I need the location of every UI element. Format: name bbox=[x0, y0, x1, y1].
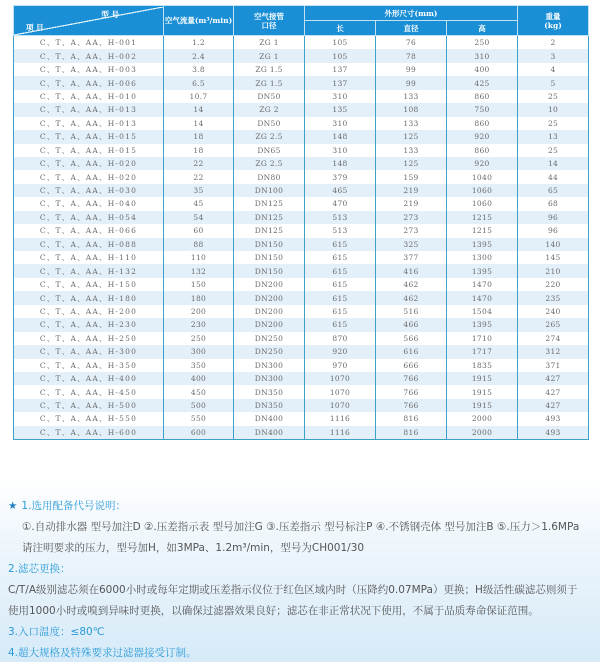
cell-weight: 235 bbox=[518, 291, 589, 304]
cell-length: 615 bbox=[305, 251, 376, 264]
cell-model: C、T、A、AA、H-010 bbox=[14, 90, 164, 103]
cell-flow: 54 bbox=[164, 211, 234, 224]
table-row bbox=[14, 345, 589, 358]
cell-diameter: 616 bbox=[376, 345, 447, 358]
cell-diameter: 273 bbox=[376, 211, 447, 224]
table-row bbox=[14, 197, 589, 210]
cell-model: C、T、A、AA、H-110 bbox=[14, 251, 164, 264]
table-row bbox=[14, 90, 589, 103]
cell-model: C、T、A、AA、H-015 bbox=[14, 144, 164, 157]
header-port-line2: 口径 bbox=[261, 20, 277, 30]
cell-height: 1215 bbox=[447, 211, 518, 224]
cell-length: 310 bbox=[305, 117, 376, 130]
cell-height: 860 bbox=[447, 117, 518, 130]
header-model-label: 型 号 bbox=[101, 9, 119, 19]
cell-length: 137 bbox=[305, 76, 376, 89]
cell-height: 920 bbox=[447, 130, 518, 143]
cell-model: C、T、A、AA、H-054 bbox=[14, 211, 164, 224]
cell-length: 135 bbox=[305, 103, 376, 116]
cell-height: 250 bbox=[447, 36, 518, 50]
cell-weight: 25 bbox=[518, 90, 589, 103]
cell-flow: 180 bbox=[164, 291, 234, 304]
note-4: 4.超大规格及特殊要求过滤器接受订制。 bbox=[8, 647, 197, 659]
table-row bbox=[14, 426, 589, 440]
cell-length: 379 bbox=[305, 170, 376, 183]
cell-model: C、T、A、AA、H-002 bbox=[14, 49, 164, 62]
cell-diameter: 466 bbox=[376, 318, 447, 331]
cell-length: 470 bbox=[305, 197, 376, 210]
cell-port: ZG 1.5 bbox=[234, 63, 305, 76]
cell-height: 310 bbox=[447, 49, 518, 62]
cell-model: C、T、A、AA、H-550 bbox=[14, 412, 164, 425]
cell-height: 425 bbox=[447, 76, 518, 89]
cell-weight: 145 bbox=[518, 251, 589, 264]
cell-diameter: 462 bbox=[376, 278, 447, 291]
cell-flow: 300 bbox=[164, 345, 234, 358]
cell-height: 1915 bbox=[447, 372, 518, 385]
cell-diameter: 78 bbox=[376, 49, 447, 62]
table-row bbox=[14, 372, 589, 385]
cell-length: 615 bbox=[305, 238, 376, 251]
cell-port: DN150 bbox=[234, 264, 305, 277]
cell-flow: 10.7 bbox=[164, 90, 234, 103]
cell-port: DN125 bbox=[234, 211, 305, 224]
cell-diameter: 99 bbox=[376, 63, 447, 76]
cell-height: 1060 bbox=[447, 184, 518, 197]
cell-height: 1504 bbox=[447, 305, 518, 318]
cell-length: 105 bbox=[305, 49, 376, 62]
note-2-heading: 2.滤芯更换： bbox=[8, 563, 71, 575]
table-row bbox=[14, 264, 589, 277]
cell-height: 860 bbox=[447, 90, 518, 103]
cell-flow: 14 bbox=[164, 117, 234, 130]
cell-weight: 493 bbox=[518, 412, 589, 425]
table-row bbox=[14, 332, 589, 345]
cell-weight: 427 bbox=[518, 385, 589, 398]
table-row bbox=[14, 144, 589, 157]
table-row bbox=[14, 399, 589, 412]
cell-model: C、T、A、AA、H-300 bbox=[14, 345, 164, 358]
cell-weight: 14 bbox=[518, 157, 589, 170]
table-row bbox=[14, 157, 589, 170]
cell-model: C、T、A、AA、H-020 bbox=[14, 157, 164, 170]
cell-diameter: 76 bbox=[376, 36, 447, 50]
cell-flow: 3.8 bbox=[164, 63, 234, 76]
table-row bbox=[14, 211, 589, 224]
cell-diameter: 133 bbox=[376, 90, 447, 103]
cell-height: 1710 bbox=[447, 332, 518, 345]
cell-flow: 1.2 bbox=[164, 36, 234, 50]
cell-height: 1470 bbox=[447, 291, 518, 304]
cell-model: C、T、A、AA、H-040 bbox=[14, 197, 164, 210]
table-row bbox=[14, 63, 589, 76]
header-weight bbox=[518, 6, 589, 36]
cell-weight: 25 bbox=[518, 117, 589, 130]
cell-port: ZG 1 bbox=[234, 49, 305, 62]
cell-height: 1915 bbox=[447, 399, 518, 412]
cell-height: 1395 bbox=[447, 318, 518, 331]
cell-port: ZG 2.5 bbox=[234, 130, 305, 143]
cell-weight: 427 bbox=[518, 399, 589, 412]
cell-model: C、T、A、AA、H-350 bbox=[14, 359, 164, 372]
cell-weight: 312 bbox=[518, 345, 589, 358]
header-weight-line2: (kg) bbox=[544, 20, 562, 30]
cell-model: C、T、A、AA、H-200 bbox=[14, 305, 164, 318]
note-1-line-1: ①.自动排水器 型号加注D ②.压差指示表 型号加注G ③.压差指示 型号标注P ④.不锈钢壳体 型号加注B ⑤.压力＞1.6MPa bbox=[22, 521, 580, 533]
note-1-line-2: 请注明要求的压力，型号加H，如3MPa、1.2m³/min，型号为CH001/30 bbox=[22, 542, 365, 554]
cell-port: DN150 bbox=[234, 238, 305, 251]
cell-diameter: 416 bbox=[376, 264, 447, 277]
cell-length: 137 bbox=[305, 63, 376, 76]
cell-model: C、T、A、AA、H-020 bbox=[14, 170, 164, 183]
cell-port: DN65 bbox=[234, 144, 305, 157]
cell-model: C、T、A、AA、H-132 bbox=[14, 264, 164, 277]
cell-port: DN125 bbox=[234, 197, 305, 210]
table-row bbox=[14, 103, 589, 116]
cell-flow: 35 bbox=[164, 184, 234, 197]
cell-flow: 22 bbox=[164, 170, 234, 183]
cell-weight: 13 bbox=[518, 130, 589, 143]
cell-port: DN250 bbox=[234, 332, 305, 345]
note-2-line-2: 使用1000小时或嗅到异味时更换，以确保过滤器效果良好；滤芯在非正常状况下使用，不属于品质寿命保证范围。 bbox=[8, 605, 539, 617]
cell-flow: 18 bbox=[164, 144, 234, 157]
cell-height: 920 bbox=[447, 157, 518, 170]
cell-diameter: 133 bbox=[376, 144, 447, 157]
cell-model: C、T、A、AA、H-180 bbox=[14, 291, 164, 304]
cell-model: C、T、A、AA、H-230 bbox=[14, 318, 164, 331]
cell-diameter: 125 bbox=[376, 130, 447, 143]
header-length: 长 bbox=[305, 21, 376, 36]
cell-diameter: 159 bbox=[376, 170, 447, 183]
cell-flow: 450 bbox=[164, 385, 234, 398]
cell-height: 1060 bbox=[447, 197, 518, 210]
cell-model: C、T、A、AA、H-013 bbox=[14, 117, 164, 130]
table-row bbox=[14, 359, 589, 372]
cell-diameter: 273 bbox=[376, 224, 447, 237]
cell-model: C、T、A、AA、H-450 bbox=[14, 385, 164, 398]
table-row bbox=[14, 251, 589, 264]
cell-model: C、T、A、AA、H-400 bbox=[14, 372, 164, 385]
cell-model: C、T、A、AA、H-013 bbox=[14, 103, 164, 116]
header-port bbox=[234, 6, 305, 36]
table-row bbox=[14, 318, 589, 331]
cell-port: DN200 bbox=[234, 291, 305, 304]
note-3: 3.入口温度：≤80℃ bbox=[8, 626, 105, 638]
cell-diameter: 816 bbox=[376, 426, 447, 440]
cell-diameter: 133 bbox=[376, 117, 447, 130]
cell-port: DN350 bbox=[234, 385, 305, 398]
cell-height: 1470 bbox=[447, 278, 518, 291]
cell-length: 920 bbox=[305, 345, 376, 358]
cell-flow: 132 bbox=[164, 264, 234, 277]
cell-port: ZG 2.5 bbox=[234, 157, 305, 170]
cell-flow: 22 bbox=[164, 157, 234, 170]
cell-flow: 550 bbox=[164, 412, 234, 425]
cell-weight: 265 bbox=[518, 318, 589, 331]
cell-flow: 600 bbox=[164, 426, 234, 440]
cell-height: 860 bbox=[447, 144, 518, 157]
header-item-label: 项 目 bbox=[26, 22, 44, 32]
cell-weight: 10 bbox=[518, 103, 589, 116]
cell-length: 1070 bbox=[305, 372, 376, 385]
cell-model: C、T、A、AA、H-001 bbox=[14, 36, 164, 50]
table-row bbox=[14, 238, 589, 251]
cell-height: 1300 bbox=[447, 251, 518, 264]
cell-diameter: 766 bbox=[376, 372, 447, 385]
cell-weight: 2 bbox=[518, 36, 589, 50]
table-row bbox=[14, 76, 589, 89]
cell-length: 615 bbox=[305, 305, 376, 318]
table-row bbox=[14, 412, 589, 425]
cell-port: DN300 bbox=[234, 359, 305, 372]
cell-length: 615 bbox=[305, 264, 376, 277]
cell-length: 513 bbox=[305, 211, 376, 224]
cell-weight: 274 bbox=[518, 332, 589, 345]
cell-model: C、T、A、AA、H-015 bbox=[14, 130, 164, 143]
cell-height: 400 bbox=[447, 63, 518, 76]
table-row bbox=[14, 117, 589, 130]
cell-length: 310 bbox=[305, 90, 376, 103]
cell-port: ZG 1 bbox=[234, 36, 305, 50]
table-row bbox=[14, 385, 589, 398]
cell-flow: 45 bbox=[164, 197, 234, 210]
cell-port: DN350 bbox=[234, 399, 305, 412]
cell-port: DN80 bbox=[234, 170, 305, 183]
cell-model: C、T、A、AA、H-003 bbox=[14, 63, 164, 76]
table-row bbox=[14, 184, 589, 197]
table-row bbox=[14, 305, 589, 318]
cell-weight: 65 bbox=[518, 184, 589, 197]
cell-diameter: 516 bbox=[376, 305, 447, 318]
cell-port: DN50 bbox=[234, 90, 305, 103]
cell-flow: 2.4 bbox=[164, 49, 234, 62]
cell-model: C、T、A、AA、H-600 bbox=[14, 426, 164, 440]
cell-port: DN100 bbox=[234, 184, 305, 197]
cell-model: C、T、A、AA、H-500 bbox=[14, 399, 164, 412]
cell-length: 615 bbox=[305, 318, 376, 331]
cell-flow: 6.5 bbox=[164, 76, 234, 89]
cell-diameter: 99 bbox=[376, 76, 447, 89]
notes-section bbox=[8, 496, 598, 664]
cell-length: 615 bbox=[305, 291, 376, 304]
cell-height: 1835 bbox=[447, 359, 518, 372]
cell-weight: 210 bbox=[518, 264, 589, 277]
cell-port: ZG 1.5 bbox=[234, 76, 305, 89]
cell-weight: 68 bbox=[518, 197, 589, 210]
note-2-line-1: C/T/A级别滤芯须在6000小时或每年定期或压差指示仪位于红色区域内时（压降约0.07MPa）更换；H级活性碳滤芯则须于 bbox=[8, 584, 578, 596]
cell-flow: 200 bbox=[164, 305, 234, 318]
cell-model: C、T、A、AA、H-066 bbox=[14, 224, 164, 237]
cell-flow: 230 bbox=[164, 318, 234, 331]
cell-length: 1070 bbox=[305, 385, 376, 398]
cell-diameter: 219 bbox=[376, 184, 447, 197]
star-icon: ★ bbox=[8, 500, 18, 512]
cell-weight: 5 bbox=[518, 76, 589, 89]
cell-diameter: 108 bbox=[376, 103, 447, 116]
cell-port: DN200 bbox=[234, 305, 305, 318]
cell-height: 1717 bbox=[447, 345, 518, 358]
cell-flow: 110 bbox=[164, 251, 234, 264]
cell-flow: 14 bbox=[164, 103, 234, 116]
cell-height: 1215 bbox=[447, 224, 518, 237]
header-diagonal-cell bbox=[14, 6, 164, 36]
cell-model: C、T、A、AA、H-088 bbox=[14, 238, 164, 251]
cell-weight: 371 bbox=[518, 359, 589, 372]
cell-port: DN200 bbox=[234, 318, 305, 331]
cell-length: 1070 bbox=[305, 399, 376, 412]
cell-length: 513 bbox=[305, 224, 376, 237]
cell-model: C、T、A、AA、H-150 bbox=[14, 278, 164, 291]
cell-diameter: 666 bbox=[376, 359, 447, 372]
cell-height: 1915 bbox=[447, 385, 518, 398]
table-row bbox=[14, 49, 589, 62]
header-diameter: 直径 bbox=[376, 21, 447, 36]
cell-weight: 427 bbox=[518, 372, 589, 385]
cell-flow: 350 bbox=[164, 359, 234, 372]
cell-port: DN400 bbox=[234, 426, 305, 440]
cell-model: C、T、A、AA、H-250 bbox=[14, 332, 164, 345]
cell-weight: 493 bbox=[518, 426, 589, 440]
cell-weight: 220 bbox=[518, 278, 589, 291]
note-1-heading: ★ 1.选用配备代号说明： bbox=[8, 500, 126, 512]
cell-length: 465 bbox=[305, 184, 376, 197]
cell-flow: 60 bbox=[164, 224, 234, 237]
cell-flow: 150 bbox=[164, 278, 234, 291]
cell-diameter: 325 bbox=[376, 238, 447, 251]
cell-length: 615 bbox=[305, 278, 376, 291]
cell-length: 970 bbox=[305, 359, 376, 372]
cell-port: DN250 bbox=[234, 345, 305, 358]
cell-model: C、T、A、AA、H-006 bbox=[14, 76, 164, 89]
table-row bbox=[14, 170, 589, 183]
spec-table-container bbox=[13, 5, 562, 440]
cell-diameter: 125 bbox=[376, 157, 447, 170]
cell-length: 310 bbox=[305, 144, 376, 157]
spec-table bbox=[13, 5, 589, 440]
cell-height: 2000 bbox=[447, 412, 518, 425]
header-height: 高 bbox=[447, 21, 518, 36]
cell-diameter: 462 bbox=[376, 291, 447, 304]
cell-port: ZG 2 bbox=[234, 103, 305, 116]
cell-diameter: 766 bbox=[376, 385, 447, 398]
cell-flow: 88 bbox=[164, 238, 234, 251]
cell-length: 105 bbox=[305, 36, 376, 50]
cell-flow: 18 bbox=[164, 130, 234, 143]
header-dimensions: 外形尺寸(mm) bbox=[305, 6, 518, 21]
header-port-line1: 空气接管 bbox=[254, 11, 284, 21]
table-row bbox=[14, 36, 589, 50]
cell-weight: 3 bbox=[518, 49, 589, 62]
cell-port: DN200 bbox=[234, 278, 305, 291]
cell-weight: 96 bbox=[518, 211, 589, 224]
cell-flow: 250 bbox=[164, 332, 234, 345]
cell-height: 1395 bbox=[447, 238, 518, 251]
cell-height: 2000 bbox=[447, 426, 518, 440]
cell-weight: 240 bbox=[518, 305, 589, 318]
cell-port: DN125 bbox=[234, 224, 305, 237]
cell-diameter: 377 bbox=[376, 251, 447, 264]
cell-length: 870 bbox=[305, 332, 376, 345]
cell-weight: 25 bbox=[518, 144, 589, 157]
cell-height: 750 bbox=[447, 103, 518, 116]
table-row bbox=[14, 291, 589, 304]
cell-port: DN400 bbox=[234, 412, 305, 425]
cell-diameter: 219 bbox=[376, 197, 447, 210]
table-row bbox=[14, 130, 589, 143]
header-flow: 空气流量(m³/min) bbox=[164, 6, 234, 36]
table-row bbox=[14, 278, 589, 291]
cell-diameter: 766 bbox=[376, 399, 447, 412]
cell-model: C、T、A、AA、H-030 bbox=[14, 184, 164, 197]
cell-diameter: 816 bbox=[376, 412, 447, 425]
cell-weight: 44 bbox=[518, 170, 589, 183]
cell-weight: 96 bbox=[518, 224, 589, 237]
cell-length: 148 bbox=[305, 157, 376, 170]
cell-flow: 500 bbox=[164, 399, 234, 412]
cell-length: 1116 bbox=[305, 426, 376, 440]
header-weight-line1: 重量 bbox=[545, 11, 561, 21]
cell-weight: 4 bbox=[518, 63, 589, 76]
table-row bbox=[14, 224, 589, 237]
cell-height: 1395 bbox=[447, 264, 518, 277]
cell-length: 1116 bbox=[305, 412, 376, 425]
cell-port: DN300 bbox=[234, 372, 305, 385]
cell-flow: 400 bbox=[164, 372, 234, 385]
cell-port: DN150 bbox=[234, 251, 305, 264]
cell-weight: 140 bbox=[518, 238, 589, 251]
cell-height: 1040 bbox=[447, 170, 518, 183]
cell-port: DN50 bbox=[234, 117, 305, 130]
cell-diameter: 566 bbox=[376, 332, 447, 345]
cell-length: 148 bbox=[305, 130, 376, 143]
